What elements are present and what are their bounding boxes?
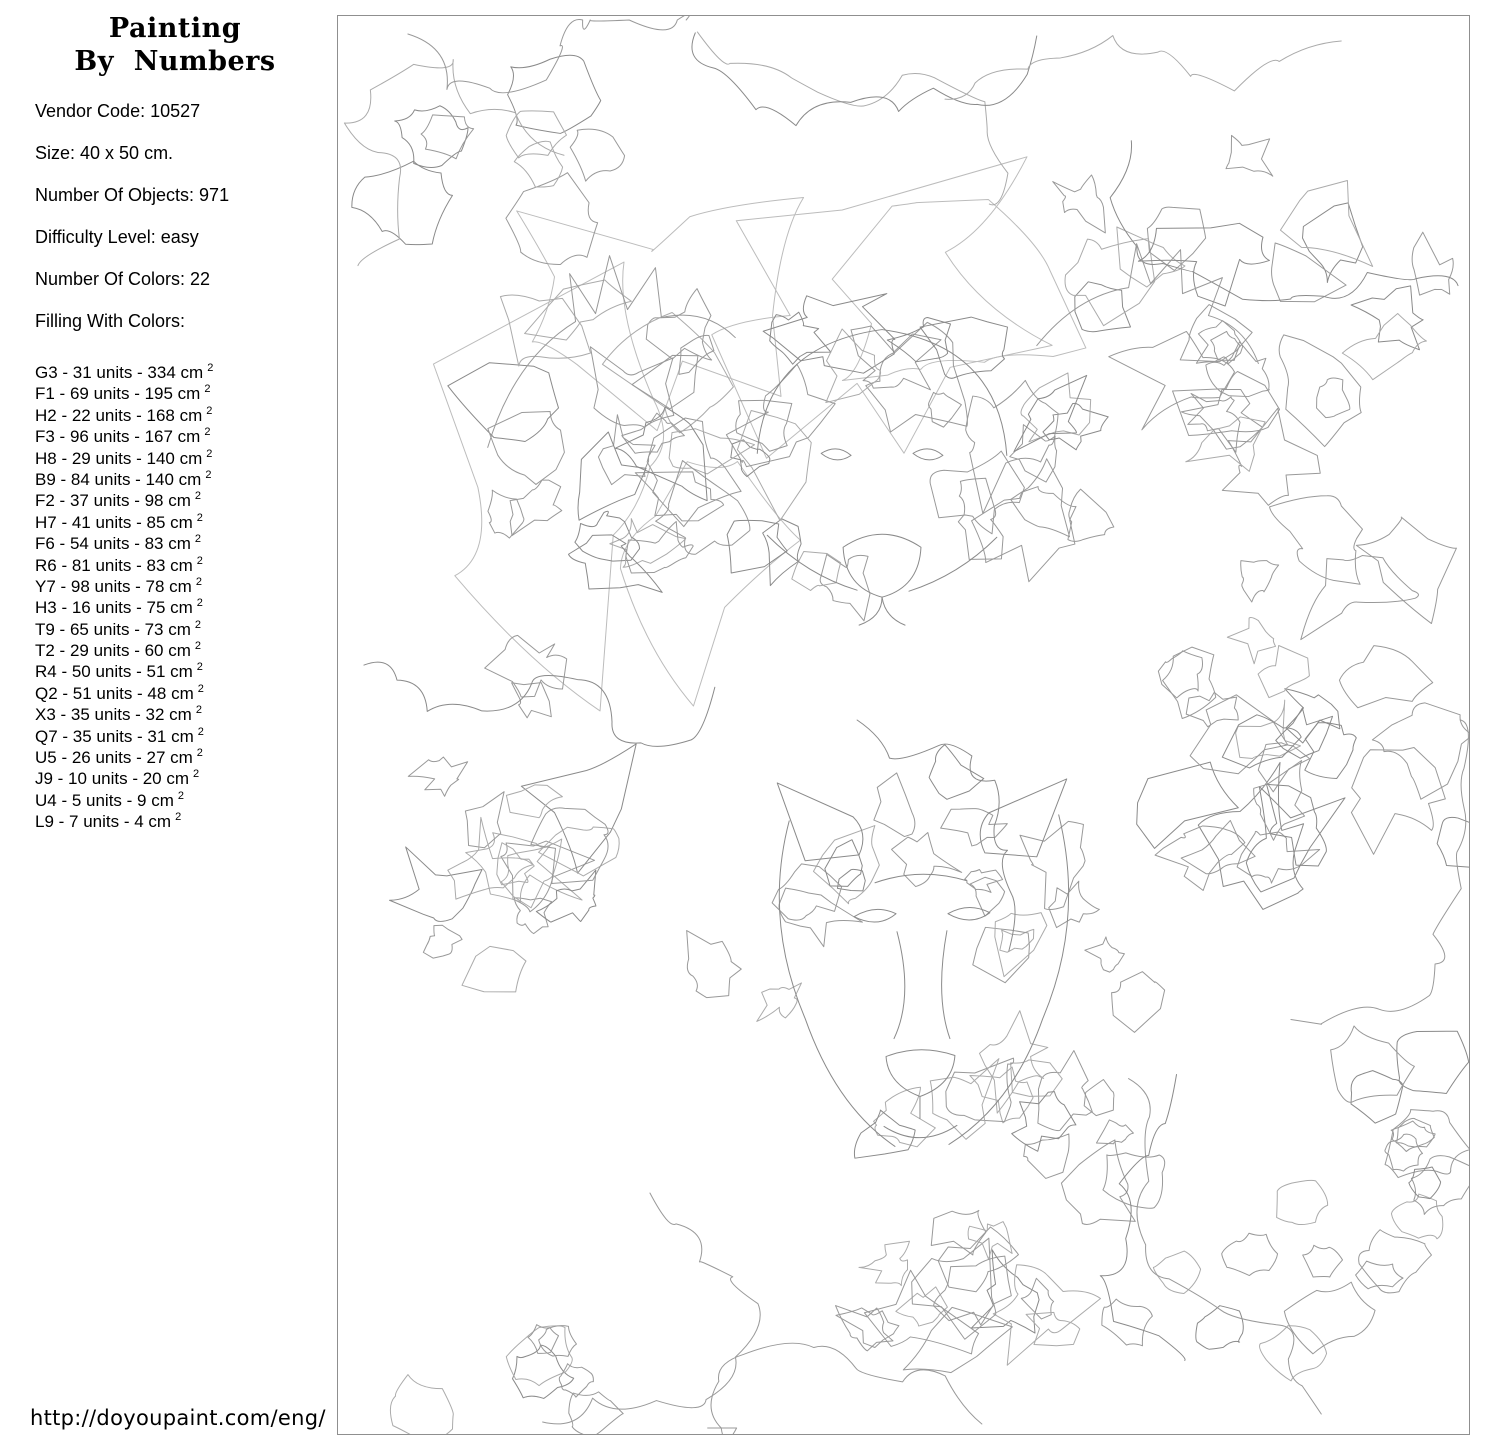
contour-line	[1351, 286, 1423, 350]
contour-line	[1037, 244, 1259, 364]
contour-line	[697, 32, 1008, 205]
contour-line	[942, 931, 950, 1039]
color-list-item	[35, 743, 335, 768]
contour-line	[973, 927, 1030, 982]
contour-line	[448, 363, 559, 442]
contour-line	[1065, 239, 1155, 326]
color-line-text: R6 - 81 units - 83 cm	[35, 555, 193, 575]
color-line-text: U4 - 5 units - 9 cm	[35, 790, 174, 810]
contour-line	[1109, 331, 1235, 429]
contour-line	[972, 487, 1076, 582]
paint-canvas-frame	[337, 15, 1470, 1435]
superscript-2: 2	[194, 490, 202, 503]
contour-line	[1412, 232, 1453, 295]
color-list-item	[35, 422, 335, 447]
color-line-text: X3 - 35 units - 32 cm	[35, 705, 192, 725]
color-line-text: R4 - 50 units - 51 cm	[35, 662, 193, 682]
color-line-text: T9 - 65 units - 73 cm	[35, 619, 191, 639]
color-list-item	[35, 551, 335, 575]
contour-line	[1084, 1080, 1114, 1116]
color-list-item	[35, 379, 335, 404]
contour-line	[622, 413, 685, 453]
color-list-item	[35, 615, 335, 639]
contour-line	[1068, 489, 1114, 541]
color-line-text: T2 - 29 units - 60 cm	[35, 641, 191, 661]
contour-line	[938, 1227, 1018, 1292]
contour-line	[466, 833, 582, 902]
contour-line	[646, 289, 711, 360]
contour-line	[1258, 646, 1309, 698]
superscript-2: 2	[197, 682, 204, 695]
superscript-2: 2	[196, 661, 203, 674]
colors-count-line: Number Of Colors: 22	[35, 269, 211, 289]
color-list-item	[35, 593, 335, 618]
color-line-text: H8 - 29 units - 140 cm	[35, 448, 203, 468]
color-line-text: Y7 - 98 units - 78 cm	[35, 576, 192, 596]
color-list-item	[35, 508, 335, 532]
contour-line	[1267, 784, 1327, 866]
contour-line	[1284, 1282, 1375, 1354]
kit-info-block	[35, 102, 335, 354]
contour-line	[757, 983, 802, 1021]
contour-line	[980, 779, 1067, 857]
superscript-2: 2	[194, 533, 202, 546]
contour-line	[517, 198, 804, 431]
contour-line	[512, 683, 552, 718]
contour-line	[859, 1241, 910, 1285]
contour-line	[930, 451, 1024, 534]
superscript-2: 2	[196, 511, 203, 524]
contour-line	[958, 478, 1003, 559]
page-title	[10, 12, 340, 78]
contour-line	[578, 432, 646, 520]
contour-line	[1137, 762, 1239, 848]
color-list-item	[35, 529, 335, 554]
contour-line	[1280, 180, 1372, 266]
contour-line	[569, 1392, 623, 1434]
contour-line	[570, 129, 624, 181]
contour-line	[423, 925, 462, 958]
contour-line	[408, 16, 690, 93]
color-line-text: B9 - 84 units - 140 cm	[35, 469, 202, 489]
color-line-text: U5 - 26 units - 27 cm	[35, 748, 193, 768]
contour-line	[1317, 378, 1350, 418]
color-line-text: F1 - 69 units - 195 cm	[35, 384, 201, 404]
contour-line	[506, 111, 566, 158]
contour-line	[727, 520, 787, 573]
superscript-2: 2	[207, 362, 214, 374]
contour-line	[500, 295, 590, 366]
contour-line	[875, 874, 967, 883]
contour-line	[1279, 335, 1361, 447]
contour-line	[421, 115, 474, 159]
color-list-item	[35, 358, 335, 382]
contour-line	[1085, 937, 1125, 972]
superscript-2: 2	[194, 640, 202, 653]
contour-line	[408, 757, 467, 796]
contour-line	[1302, 203, 1362, 283]
contour-line	[1186, 417, 1265, 471]
contour-line	[568, 535, 662, 593]
color-line-text: J9 - 10 units - 20 cm	[35, 769, 190, 789]
color-list-item	[35, 401, 335, 425]
contour-line	[1236, 700, 1301, 758]
contour-line	[866, 322, 968, 432]
contour-line	[970, 877, 1005, 916]
contour-line	[821, 449, 851, 460]
superscript-2: 2	[195, 704, 202, 717]
contour-line	[882, 597, 905, 625]
contour-line	[892, 833, 962, 887]
superscript-2: 2	[196, 597, 203, 610]
contour-line	[692, 33, 1037, 126]
contour-line	[767, 535, 857, 590]
contour-line	[945, 36, 1341, 100]
contour-line	[920, 317, 1007, 378]
contour-line	[1342, 313, 1426, 379]
vendor-code-line: Vendor Code: 10527	[35, 101, 201, 121]
contour-line	[1198, 762, 1303, 909]
color-line-text: Q7 - 35 units - 31 cm	[35, 726, 194, 746]
color-list-item	[35, 465, 335, 489]
contour-line	[1237, 831, 1320, 883]
contour-line	[1153, 1251, 1200, 1293]
contour-line	[854, 909, 896, 922]
contour-line	[1339, 646, 1432, 708]
color-list-item	[35, 764, 335, 789]
contour-line	[1285, 689, 1340, 743]
objects-count-line: Number Of Objects: 971	[35, 185, 230, 205]
contour-line	[1222, 1233, 1278, 1275]
contour-line	[1303, 1245, 1343, 1277]
contour-line	[559, 1364, 593, 1397]
contour-line	[1437, 817, 1469, 868]
contour-line	[395, 106, 468, 168]
contour-line	[1301, 556, 1419, 640]
website-url[interactable]: http://doyoupaint.com/eng/	[30, 1406, 326, 1430]
contour-line	[543, 1193, 761, 1424]
page-title-line2: By Numbers	[74, 46, 276, 77]
contour-line	[1020, 821, 1085, 909]
color-line-text: Q2 - 51 units - 48 cm	[35, 683, 194, 703]
contour-line	[1356, 1261, 1403, 1289]
contour-line	[1270, 496, 1363, 585]
paint-by-numbers-line-art	[338, 16, 1469, 1434]
contour-line	[859, 597, 882, 625]
contour-line	[364, 662, 715, 746]
superscript-2: 2	[175, 811, 182, 824]
color-list-item	[35, 657, 335, 682]
contour-line	[1014, 375, 1087, 451]
contour-line	[1163, 647, 1216, 718]
contour-line	[1103, 1153, 1165, 1208]
color-line-text: H3 - 16 units - 75 cm	[35, 598, 193, 618]
contour-line	[993, 1265, 1100, 1365]
contour-line	[1100, 1075, 1185, 1361]
colors-list	[35, 358, 335, 832]
contour-line	[1196, 1306, 1243, 1350]
contour-line	[1049, 881, 1100, 927]
contour-line	[390, 1375, 453, 1434]
color-list-item	[35, 636, 335, 661]
contour-line	[687, 931, 742, 998]
color-list-item	[35, 444, 335, 468]
contour-line	[1024, 1134, 1069, 1179]
contour-line	[1277, 1180, 1328, 1224]
contour-line	[792, 551, 841, 590]
contour-line	[913, 449, 943, 460]
superscript-2: 2	[204, 383, 211, 396]
contour-line	[909, 537, 997, 591]
contour-line	[966, 380, 1058, 513]
contour-line	[510, 480, 562, 535]
info-panel	[0, 0, 335, 1453]
contour-line	[777, 783, 863, 861]
contour-line	[763, 519, 801, 586]
contour-line	[497, 843, 534, 885]
contour-line	[525, 280, 632, 340]
color-list-item	[35, 572, 335, 596]
color-list-item	[35, 807, 335, 832]
contour-line	[763, 294, 895, 374]
contour-line	[465, 792, 504, 848]
contour-line	[1241, 561, 1279, 602]
contour-line	[433, 262, 663, 711]
superscript-2: 2	[177, 789, 184, 802]
contour-line	[1305, 723, 1357, 779]
contour-line	[635, 472, 723, 521]
filling-label: Filling With Colors:	[35, 311, 186, 331]
contour-line	[1351, 747, 1445, 854]
contour-line	[1226, 135, 1273, 176]
contour-line	[931, 1210, 986, 1255]
contour-line	[485, 635, 567, 697]
contour-line	[851, 326, 941, 390]
difficulty-line: Difficulty Level: easy	[35, 227, 199, 247]
contour-line	[894, 932, 905, 1039]
contour-line	[1012, 1092, 1076, 1152]
superscript-2: 2	[194, 618, 202, 631]
color-list-item	[35, 700, 335, 725]
contour-line	[1211, 331, 1240, 360]
superscript-2: 2	[204, 426, 211, 439]
contour-line	[1359, 1230, 1432, 1293]
contour-line	[779, 888, 862, 947]
superscript-2: 2	[206, 447, 213, 460]
contour-line	[1110, 141, 1458, 301]
contour-line	[1227, 618, 1275, 664]
superscript-2: 2	[195, 575, 202, 588]
color-line-text: F3 - 96 units - 167 cm	[35, 427, 201, 447]
contour-line	[843, 534, 921, 597]
contour-line	[1102, 1299, 1153, 1346]
contour-line	[1112, 972, 1165, 1033]
contour-line	[813, 826, 879, 904]
contour-line	[826, 329, 881, 403]
superscript-2: 2	[196, 554, 203, 567]
contour-line	[448, 817, 533, 899]
contour-line	[1351, 1071, 1403, 1124]
color-line-text: H2 - 22 units - 168 cm	[35, 405, 203, 425]
superscript-2: 2	[205, 468, 212, 481]
contour-line	[825, 840, 862, 887]
contour-line	[874, 773, 915, 837]
color-list-item	[35, 786, 335, 810]
contour-line	[1385, 1134, 1423, 1171]
contour-line	[708, 1343, 982, 1434]
contour-line	[462, 946, 526, 992]
contour-line	[539, 1326, 577, 1357]
color-list-item	[35, 486, 335, 511]
color-line-text: F2 - 37 units - 98 cm	[35, 491, 191, 511]
color-line-text: F6 - 54 units - 83 cm	[35, 534, 191, 554]
contour-line	[757, 330, 1007, 456]
superscript-2: 2	[206, 404, 213, 417]
contour-line	[737, 411, 811, 521]
contour-line	[1181, 820, 1255, 873]
contour-line	[1011, 1060, 1063, 1096]
superscript-2: 2	[193, 768, 200, 781]
contour-line	[1372, 703, 1469, 799]
contour-line	[941, 809, 1008, 846]
color-line-text: H7 - 41 units - 85 cm	[35, 512, 193, 532]
contour-line	[1053, 175, 1106, 233]
contour-line	[352, 161, 453, 244]
page-title-line1: Painting	[108, 13, 242, 44]
contour-line	[995, 913, 1047, 977]
contour-line	[929, 745, 984, 800]
superscript-2: 2	[196, 747, 203, 760]
contour-line	[656, 461, 750, 555]
contour-line	[390, 847, 483, 922]
contour-line	[615, 407, 707, 501]
contour-line	[884, 1125, 957, 1137]
contour-line	[1180, 305, 1252, 362]
color-list-item	[35, 679, 335, 703]
contour-line	[1061, 1140, 1135, 1225]
contour-line	[1391, 1194, 1442, 1239]
contour-line	[1158, 651, 1202, 698]
contour-line	[1188, 393, 1240, 452]
color-line-text: L9 - 7 units - 4 cm	[35, 812, 172, 832]
color-line-text: G3 - 31 units - 334 cm	[35, 363, 204, 382]
contour-line	[488, 412, 565, 485]
contour-line	[575, 511, 640, 561]
size-line: Size: 40 x 50 cm.	[35, 143, 174, 163]
contour-line	[854, 1110, 915, 1158]
superscript-2: 2	[197, 725, 204, 738]
contour-line	[1356, 517, 1456, 623]
contour-line	[1291, 720, 1468, 1024]
color-list-item	[35, 722, 335, 746]
contour-line	[514, 141, 562, 187]
